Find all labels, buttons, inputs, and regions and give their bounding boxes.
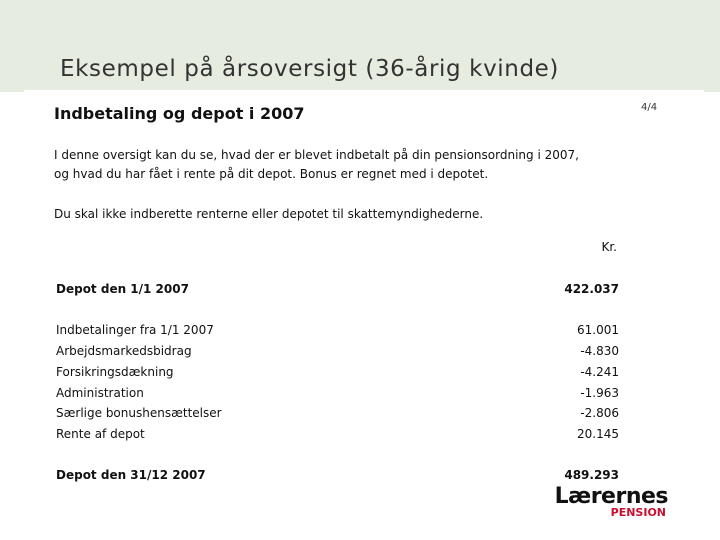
page-number: 4/4 <box>641 102 658 113</box>
document-heading: Indbetaling og depot i 2007 <box>54 104 305 123</box>
table-row <box>56 427 619 445</box>
row-label: Depot den 31/12 2007 <box>56 468 206 482</box>
table-row <box>56 323 619 341</box>
row-label: Særlige bonushensættelser <box>56 406 222 420</box>
logo-wordmark: Lærernes <box>554 484 668 509</box>
currency-header: Kr. <box>601 240 617 254</box>
row-value: 422.037 <box>564 282 619 296</box>
row-value: 489.293 <box>564 468 619 482</box>
intro-text-line-1: I denne oversigt kan du se, hvad der er blevet indbetalt på din pensionsordning i 2007, <box>54 148 579 162</box>
row-value: 20.145 <box>577 427 619 441</box>
table-row-opening-balance <box>56 282 619 300</box>
row-value: -1.963 <box>580 386 619 400</box>
slide-title: Eksempel på årsoversigt (36-årig kvinde) <box>60 56 559 82</box>
table-row <box>56 386 619 404</box>
row-label: Indbetalinger fra 1/1 2007 <box>56 323 214 337</box>
row-value: -2.806 <box>580 406 619 420</box>
intro-text-line-2: og hvad du har fået i rente på dit depot. Bonus er regnet med i depotet. <box>54 167 489 181</box>
logo-subtitle: PENSION <box>610 506 666 519</box>
table-row <box>56 344 619 362</box>
row-label: Administration <box>56 386 144 400</box>
row-label: Rente af depot <box>56 427 145 441</box>
row-value: -4.241 <box>580 365 619 379</box>
company-logo <box>556 484 668 520</box>
table-row <box>56 406 619 424</box>
row-label: Arbejdsmarkedsbidrag <box>56 344 192 358</box>
tax-note: Du skal ikke indberette renterne eller depotet til skattemyndighederne. <box>54 207 484 221</box>
row-value: 61.001 <box>577 323 619 337</box>
row-label: Forsikringsdækning <box>56 365 174 379</box>
table-row-closing-balance <box>56 468 619 486</box>
row-label: Depot den 1/1 2007 <box>56 282 189 296</box>
row-value: -4.830 <box>580 344 619 358</box>
table-row <box>56 365 619 383</box>
